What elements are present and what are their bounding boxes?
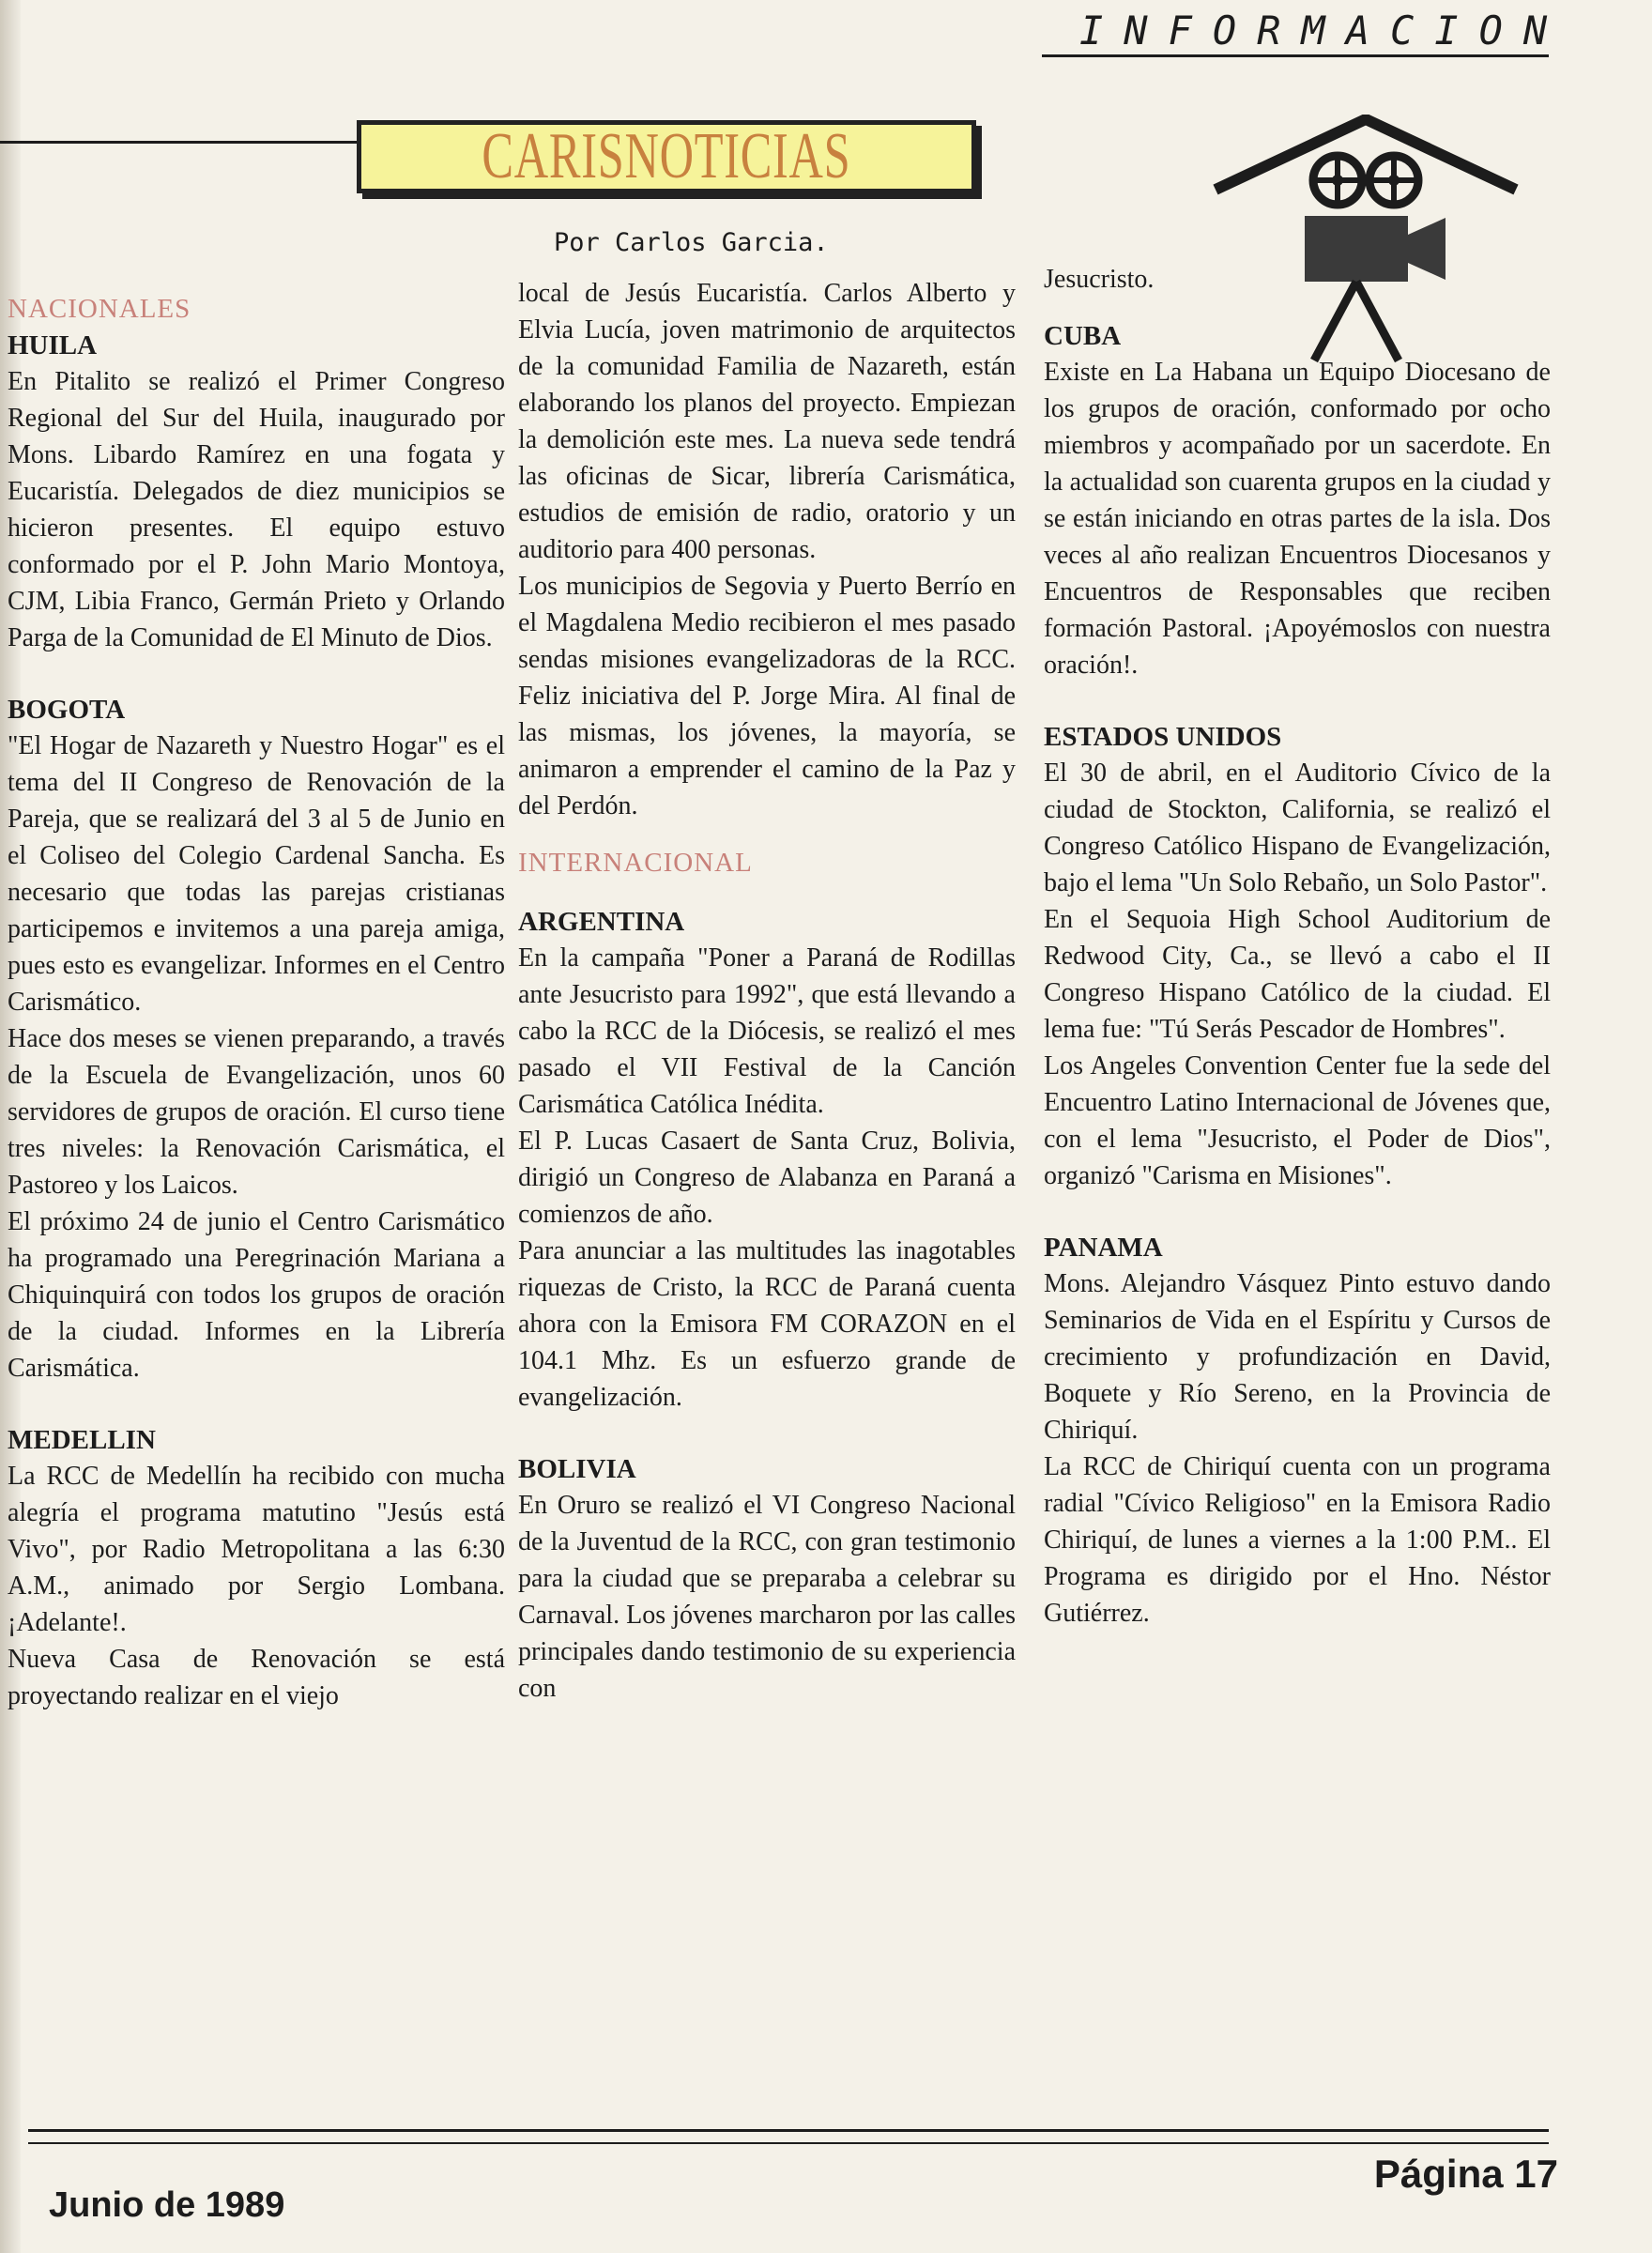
eeuu-paragraph-1: El 30 de abril, en el Auditorio Cívico de la ciudad de Stockton, California, se realizó el Congreso Católico Hispano de Evangelización, bajo el lema "Un Solo Rebaño, un Solo Pastor".: [1044, 759, 1551, 897]
section-label: INFORMACION: [1079, 8, 1568, 54]
panama-paragraph-2: La RCC de Chiriquí cuenta con un programa radial "Cívico Religioso" en la Emisora Radio Chiriquí, de lunes a viernes a la 1:00 P.M.. El Programa es dirigido por el Hno. Néstor Gutiérrez.: [1044, 1452, 1551, 1628]
carisnoticias-banner: [357, 120, 976, 193]
footer-rule: [28, 2129, 1549, 2132]
region-bogota: BOGOTA: [8, 695, 126, 725]
medellin-paragraph-2: Nueva Casa de Renovación se está proyectando realizar en el viejo: [8, 1645, 505, 1710]
header-rule: [1042, 54, 1549, 57]
column-nacionales: [8, 291, 505, 1714]
column-right: [1044, 261, 1551, 1632]
segovia-paragraph: Los municipios de Segovia y Puerto Berrío en el Magdalena Medio recibieron el mes pasado sendas misiones evangelizadoras de la RCC. Feliz iniciativa del P. Jorge Mira. Al final de las mismas, los jóvenes, la mayoría, se animaron a emprender el camino de la Paz y del Perdón.: [518, 572, 1016, 820]
byline: Por Carlos Garcia.: [554, 228, 829, 257]
medellin-continued: local de Jesús Eucaristía. Carlos Alberto y Elvia Lucía, joven matrimonio de arquitectos de la comunidad Familia de Nazareth, están elaborando los planos del proyecto. Empiezan la demolición este mes. La nueva sede tendrá las oficinas de Sicar, librería Carismática, estudios de emisión de radio, oratorio y un auditorio para 400 personas.: [518, 279, 1016, 564]
bogota-paragraph-3: El próximo 24 de junio el Centro Carismático ha programado una Peregrinación Mariana a Chiquinquirá con todos los grupos de oración de la ciudad. Informes en la Librería Carismática.: [8, 1207, 505, 1383]
category-internacional: INTERNACIONAL: [518, 848, 753, 878]
panama-paragraph-1: Mons. Alejandro Vásquez Pinto estuvo dando Seminarios de Vida en el Espíritu y Cursos de crecimiento y profundización en David, Boquete y Río Sereno, en la Provincia de Chiriquí.: [1044, 1269, 1551, 1445]
argentina-paragraph-1: En la campaña "Poner a Paraná de Rodillas ante Jesucristo para 1992", que está llevando a cabo la RCC de la Diócesis, se realizó el mes pasado el VII Festival de la Canción Carismática Católica Inédita.: [518, 943, 1016, 1119]
bolivia-text: En Oruro se realizó el VI Congreso Nacional de la Juventud de la RCC, con gran testimonio para la ciudad que se preparaba a celebrar su Carnaval. Los jóvenes marcharon por las calles principales dando testimonio de su experiencia con: [518, 1491, 1016, 1703]
bolivia-continued: Jesucristo.: [1044, 265, 1155, 294]
huila-text: En Pitalito se realizó el Primer Congreso Regional del Sur del Huila, inaugurado por Mons. Libardo Ramírez en una fogata y Eucaristía. Delegados de diez municipios se hicieron presentes. El equipo estuvo conformado por el P. John Mario Montoya, CJM, Libia Franco, Germán Prieto y Orlando Parga de la Comunidad de El Minuto de Dios.: [8, 367, 505, 652]
cuba-text: Existe en La Habana un Equipo Diocesano de los grupos de oración, conformado por ocho miembros y acompañado por un sacerdote. En la actualidad son cuarenta grupos en la ciudad y se están iniciando en otras partes de la isla. Dos veces al año realizan Encuentros Diocesanos y Encuentros de Responsables que reciben formación Pastoral. ¡Apoyémoslos con nuestra oración!.: [1044, 358, 1551, 680]
eeuu-paragraph-3: Los Angeles Convention Center fue la sede del Encuentro Latino Internacional de Jóvenes que, con el lema "Jesucristo, el Poder de Dios", organizó "Carisma en Misiones".: [1044, 1051, 1551, 1190]
banner-title: CARISNOTICIAS: [482, 120, 851, 192]
category-nacionales: NACIONALES: [8, 294, 191, 324]
top-rule: [0, 141, 357, 144]
region-medellin: MEDELLIN: [8, 1425, 156, 1455]
column-middle: [518, 275, 1016, 1707]
medellin-paragraph-1: La RCC de Medellín ha recibido con mucha alegría el programa matutino "Jesús está Vivo", por Radio Metropolitana a las 6:30 A.M., animado por Sergio Lombana. ¡Adelante!.: [8, 1462, 505, 1637]
issue-date: Junio de 1989: [49, 2185, 285, 2225]
region-cuba: CUBA: [1044, 321, 1122, 351]
page-number: Página 17: [1373, 2152, 1558, 2196]
bogota-paragraph-2: Hace dos meses se vienen preparando, a través de la Escuela de Evangelización, unos 60 servidores de grupos de oración. El curso tiene tres niveles: la Renovación Carismática, el Pastoreo y los Laicos.: [8, 1024, 505, 1200]
region-estados-unidos: ESTADOS UNIDOS: [1044, 722, 1282, 752]
argentina-paragraph-3: Para anunciar a las multitudes las inagotables riquezas de Cristo, la RCC de Paraná cuenta ahora con la Emisora FM CORAZON en el 104.1 Mhz. Es un esfuerzo grande de evangelización.: [518, 1236, 1016, 1412]
region-huila: HUILA: [8, 330, 98, 360]
footer-rule-thin: [28, 2142, 1549, 2144]
argentina-paragraph-2: El P. Lucas Casaert de Santa Cruz, Bolivia, dirigió un Congreso de Alabanza en Paraná a comienzos de año.: [518, 1126, 1016, 1229]
region-bolivia: BOLIVIA: [518, 1454, 636, 1484]
region-argentina: ARGENTINA: [518, 907, 685, 937]
region-panama: PANAMA: [1044, 1233, 1163, 1263]
bogota-paragraph-1: "El Hogar de Nazareth y Nuestro Hogar" es el tema del II Congreso de Renovación de la Pareja, que se realizará del 3 al 5 de Junio en el Coliseo del Colegio Cardenal Sancha. Es necesario que todas las parejas cristianas participemos e invitemos a una pareja amiga, pues esto es evangelizar. Informes en el Centro Carismático.: [8, 731, 505, 1017]
eeuu-paragraph-2: En el Sequoia High School Auditorium de Redwood City, Ca., se llevó a cabo el II Congreso Hispano Católico de la ciudad. El lema fue: "Tú Serás Pescador de Hombres".: [1044, 905, 1551, 1044]
